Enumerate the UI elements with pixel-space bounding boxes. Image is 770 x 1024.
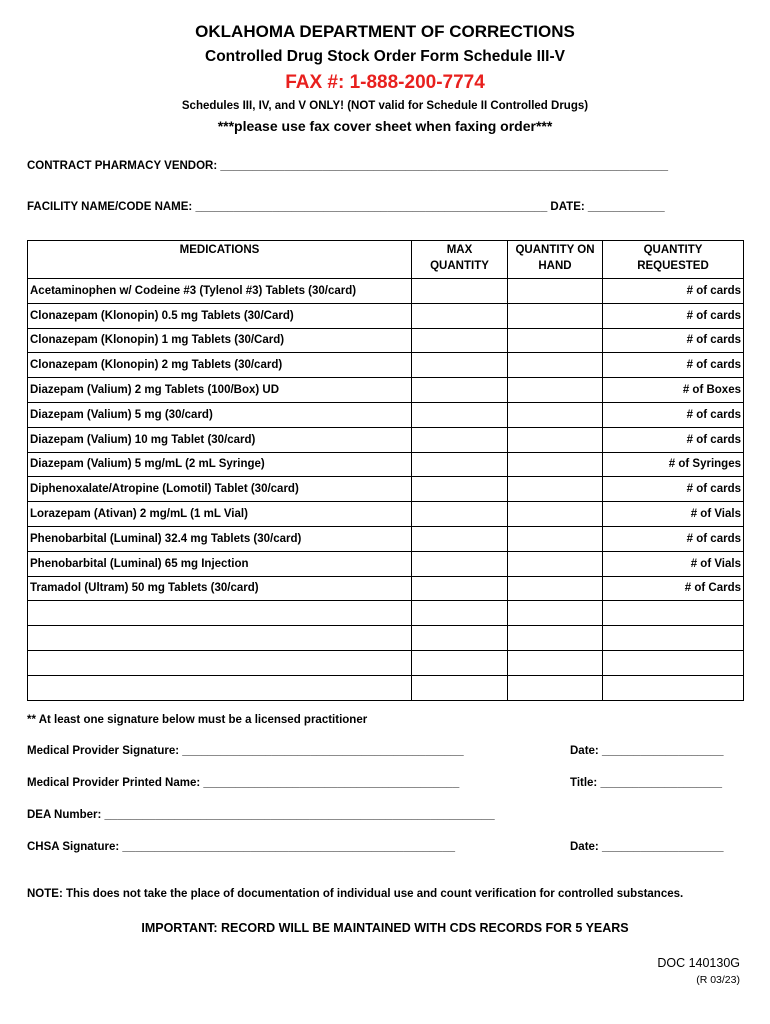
provider-printed-name-field[interactable]: Medical Provider Printed Name: ________________________________________ [27,777,460,789]
table-row [28,650,744,675]
max-quantity-cell[interactable] [412,626,508,651]
table-row [28,402,744,427]
dea-number-field[interactable]: DEA Number: _____________________________________________________________ [27,809,495,821]
table-header-row [28,241,744,279]
provider-signature-date-field[interactable]: Date: ___________________ [570,745,724,757]
medication-name-cell: Diazepam (Valium) 2 mg Tablets (100/Box) UD [28,378,412,403]
quantity-on-hand-cell[interactable] [508,402,603,427]
table-row [28,427,744,452]
quantity-on-hand-cell[interactable] [508,626,603,651]
chsa-date-field[interactable]: Date: ___________________ [570,841,724,853]
table-row [28,328,744,353]
quantity-requested-cell[interactable]: # of cards [603,402,744,427]
table-row [28,452,744,477]
header-medications: MEDICATIONS [28,241,412,279]
quantity-on-hand-cell[interactable] [508,328,603,353]
medication-name-cell: Phenobarbital (Luminal) 32.4 mg Tablets (30/card) [28,526,412,551]
max-quantity-cell[interactable] [412,353,508,378]
quantity-requested-cell[interactable]: # of cards [603,279,744,304]
quantity-on-hand-cell[interactable] [508,452,603,477]
table-row [28,353,744,378]
quantity-requested-cell[interactable]: # of Boxes [603,378,744,403]
provider-signature-field[interactable]: Medical Provider Signature: ____________________________________________ [27,745,464,757]
quantity-requested-cell[interactable]: # of cards [603,427,744,452]
max-quantity-cell[interactable] [412,526,508,551]
max-quantity-cell[interactable] [412,378,508,403]
quantity-requested-cell[interactable]: # of cards [603,303,744,328]
quantity-on-hand-cell[interactable] [508,601,603,626]
medication-name-cell [28,601,412,626]
medication-name-cell [28,650,412,675]
quantity-on-hand-cell[interactable] [508,378,603,403]
table-row [28,477,744,502]
quantity-requested-cell[interactable]: # of cards [603,328,744,353]
revision-date: (R 03/23) [696,974,740,986]
quantity-requested-cell[interactable] [603,650,744,675]
documentation-note: NOTE: This does not take the place of documentation of individual use and count verification for controlled substances. [27,888,684,900]
max-quantity-cell[interactable] [412,402,508,427]
medications-table [27,240,744,701]
max-quantity-cell[interactable] [412,477,508,502]
table-row [28,279,744,304]
medication-name-cell: Phenobarbital (Luminal) 65 mg Injection [28,551,412,576]
quantity-requested-cell[interactable] [603,601,744,626]
quantity-on-hand-cell[interactable] [508,279,603,304]
max-quantity-cell[interactable] [412,303,508,328]
doc-number: DOC 140130G [657,956,740,970]
max-quantity-cell[interactable] [412,551,508,576]
quantity-on-hand-cell[interactable] [508,576,603,601]
medication-name-cell [28,675,412,700]
medication-name-cell: Acetaminophen w/ Codeine #3 (Tylenol #3) Tablets (30/card) [28,279,412,304]
chsa-signature-field[interactable]: CHSA Signature: ____________________________________________________ [27,841,455,853]
quantity-requested-cell[interactable]: # of cards [603,477,744,502]
table-row [28,601,744,626]
max-quantity-cell[interactable] [412,279,508,304]
table-row [28,626,744,651]
header-max-quantity: MAX QUANTITY [412,241,508,279]
fax-number: FAX #: 1-888-200-7774 [285,72,485,93]
form-subtitle: Controlled Drug Stock Order Form Schedule III-V [205,48,565,65]
quantity-requested-cell[interactable]: # of Vials [603,502,744,527]
max-quantity-cell[interactable] [412,601,508,626]
quantity-on-hand-cell[interactable] [508,303,603,328]
max-quantity-cell[interactable] [412,675,508,700]
licensed-practitioner-note: ** At least one signature below must be a licensed practitioner [27,714,368,726]
table-row [28,551,744,576]
max-quantity-cell[interactable] [412,427,508,452]
max-quantity-cell[interactable] [412,502,508,527]
quantity-on-hand-cell[interactable] [508,675,603,700]
table-row [28,502,744,527]
quantity-on-hand-cell[interactable] [508,650,603,675]
quantity-on-hand-cell[interactable] [508,551,603,576]
medication-name-cell: Clonazepam (Klonopin) 1 mg Tablets (30/Card) [28,328,412,353]
header-quantity-on-hand: QUANTITY ON HAND [508,241,603,279]
schedules-note: Schedules III, IV, and V ONLY! (NOT valid for Schedule II Controlled Drugs) [181,100,589,112]
contract-pharmacy-vendor-field[interactable]: CONTRACT PHARMACY VENDOR: ______________________________________________________________________ [27,160,669,172]
form-title: OKLAHOMA DEPARTMENT OF CORRECTIONS [195,22,575,41]
max-quantity-cell[interactable] [412,650,508,675]
table-row [28,675,744,700]
quantity-requested-cell[interactable]: # of cards [603,526,744,551]
max-quantity-cell[interactable] [412,452,508,477]
medication-name-cell: Diazepam (Valium) 10 mg Tablet (30/card) [28,427,412,452]
table-row [28,526,744,551]
medication-name-cell: Tramadol (Ultram) 50 mg Tablets (30/card) [28,576,412,601]
quantity-requested-cell[interactable]: # of Vials [603,551,744,576]
medication-name-cell: Diazepam (Valium) 5 mg/mL (2 mL Syringe) [28,452,412,477]
medication-name-cell [28,626,412,651]
quantity-on-hand-cell[interactable] [508,477,603,502]
provider-title-field[interactable]: Title: ___________________ [570,777,722,789]
max-quantity-cell[interactable] [412,328,508,353]
table-row [28,303,744,328]
medication-name-cell: Diazepam (Valium) 5 mg (30/card) [28,402,412,427]
medication-name-cell: Clonazepam (Klonopin) 0.5 mg Tablets (30/Card) [28,303,412,328]
table-row [28,576,744,601]
header-quantity-requested: QUANTITY REQUESTED [603,241,744,279]
table-row [28,378,744,403]
quantity-requested-cell[interactable]: # of cards [603,353,744,378]
quantity-requested-cell[interactable] [603,675,744,700]
quantity-on-hand-cell[interactable] [508,526,603,551]
medication-name-cell: Lorazepam (Ativan) 2 mg/mL (1 mL Vial) [28,502,412,527]
quantity-requested-cell[interactable] [603,626,744,651]
fax-cover-note: ***please use fax cover sheet when faxing order*** [217,118,553,134]
facility-name-field[interactable]: FACILITY NAME/CODE NAME: _______________________________________________________ DATE: ____________ [27,201,665,213]
quantity-on-hand-cell[interactable] [508,502,603,527]
medication-name-cell: Clonazepam (Klonopin) 2 mg Tablets (30/card) [28,353,412,378]
quantity-on-hand-cell[interactable] [508,427,603,452]
quantity-on-hand-cell[interactable] [508,353,603,378]
quantity-requested-cell[interactable]: # of Syringes [603,452,744,477]
max-quantity-cell[interactable] [412,576,508,601]
quantity-requested-cell[interactable]: # of Cards [603,576,744,601]
record-retention-note: IMPORTANT: RECORD WILL BE MAINTAINED WITH CDS RECORDS FOR 5 YEARS [141,921,629,935]
medication-name-cell: Diphenoxalate/Atropine (Lomotil) Tablet (30/card) [28,477,412,502]
